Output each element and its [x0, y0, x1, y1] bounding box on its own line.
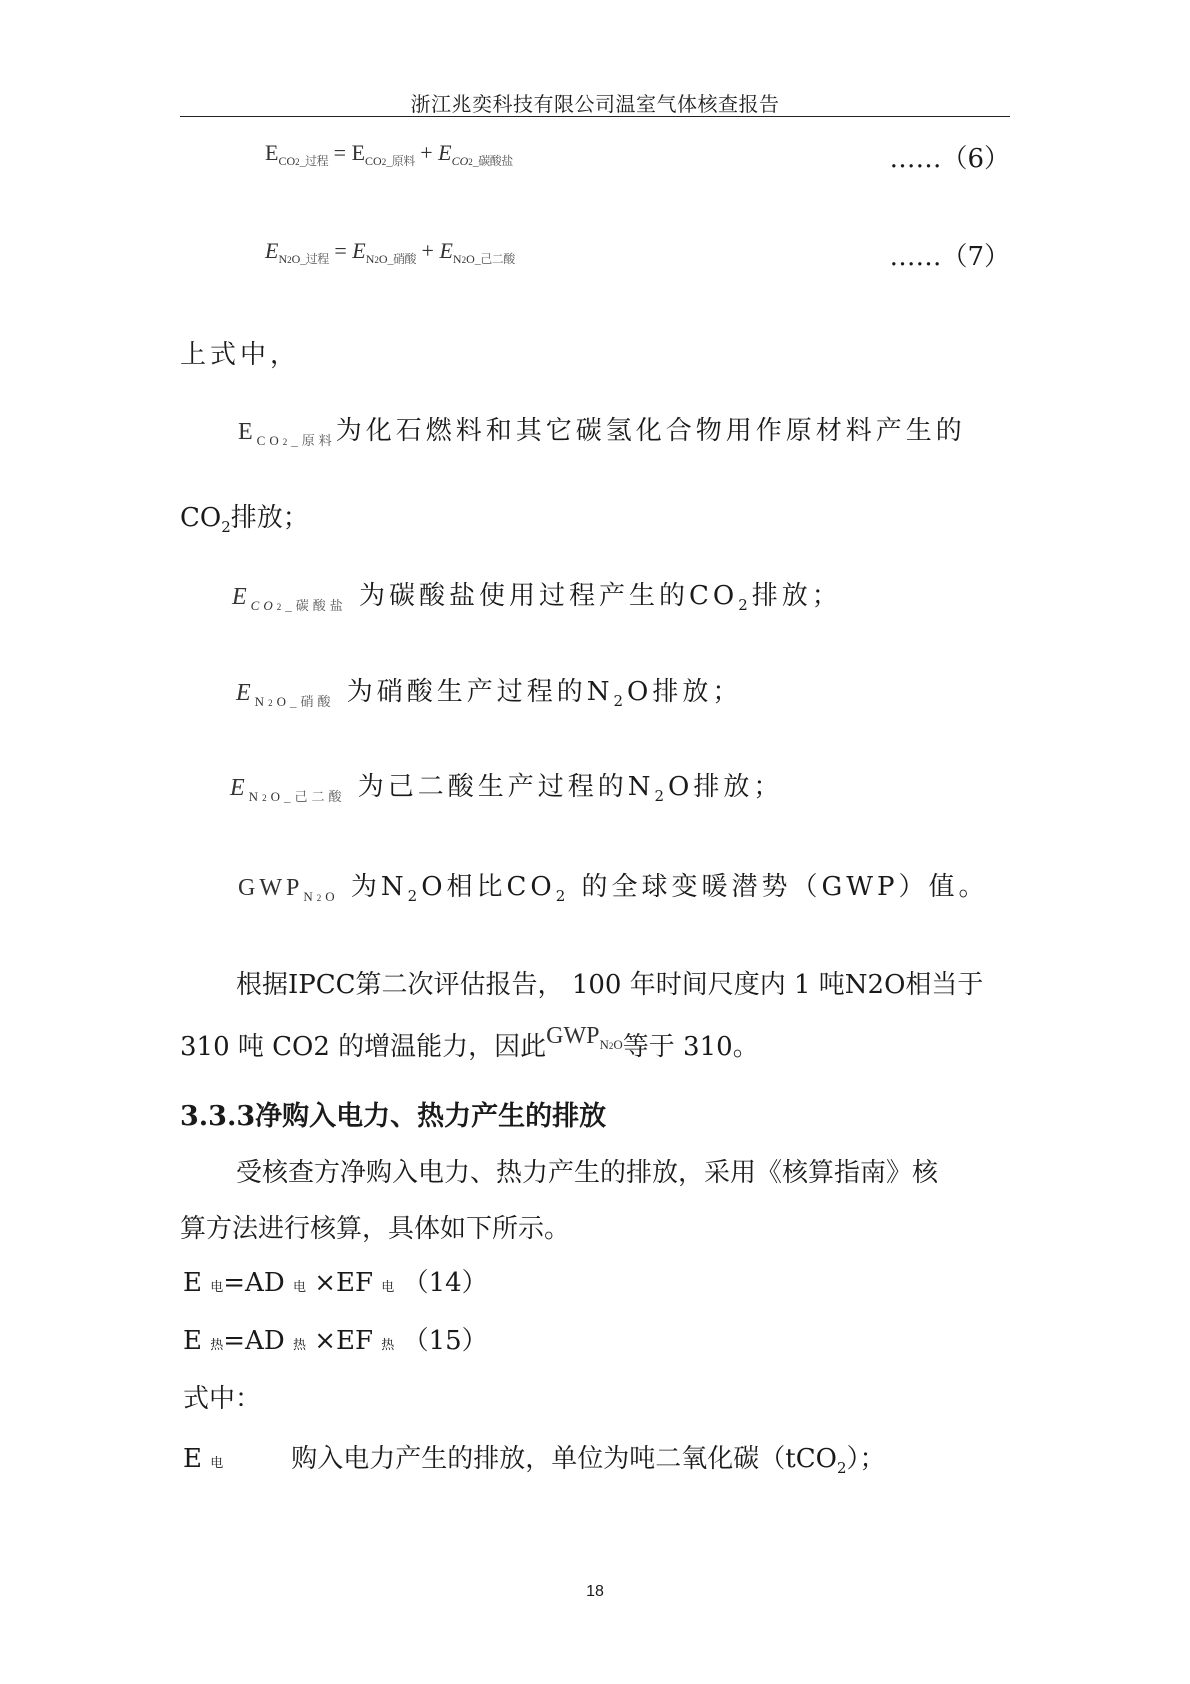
def-text-sub: 2 [613, 692, 628, 711]
formula-text: （15） [394, 1326, 488, 1356]
formula-sub: 电 [381, 1280, 395, 1295]
def-sub: CO [256, 432, 283, 448]
def-sub: 2 [262, 792, 271, 803]
section-paragraph-line-1: 受核查方净购入电力、热力产生的排放，采用《核算指南》核 [236, 1158, 939, 1188]
def-symbol: E [230, 775, 249, 801]
def-text-sub: 2 [738, 596, 752, 615]
definition-1-continuation [180, 497, 1010, 536]
def-sub-label: _硝酸 [289, 693, 335, 709]
para-text: 310 吨 CO2 的增温能力，因此 [180, 1032, 547, 1062]
def-text: O排放； [668, 772, 784, 802]
def-symbol: E [232, 584, 251, 610]
def-sub: O [325, 888, 339, 904]
def-sub: 2 [608, 1040, 614, 1051]
eq-sub: 2 [468, 157, 473, 168]
equation-7-formula [265, 238, 515, 267]
eq-sub-label: _过程 [300, 252, 329, 267]
definition-5-symbol [238, 875, 339, 904]
def-text: 为己二酸生产过程的N [345, 772, 655, 802]
eq-sub: CO [278, 154, 296, 169]
def-sub: O [613, 1036, 623, 1052]
def-text-sub: 2 [555, 887, 570, 906]
formula-14 [183, 1262, 1013, 1299]
eq-sub: N [452, 252, 462, 267]
formula-sub: 热 [292, 1338, 306, 1353]
formula-text: E [183, 1268, 211, 1298]
formula-sub: 热 [210, 1338, 224, 1353]
definition-5 [238, 866, 1010, 905]
eq-sub: 2 [381, 157, 387, 168]
equation-6-number: ……（6） [889, 144, 1010, 174]
eq-sub: O [378, 252, 388, 267]
formula-text: （14） [394, 1268, 488, 1298]
definition-2 [232, 575, 1010, 614]
page-number: 18 [586, 1583, 604, 1600]
eq-sub: CO [451, 154, 469, 169]
eq-sub: N [278, 252, 288, 267]
def-sub: N [254, 693, 269, 709]
definition-4 [230, 766, 1010, 805]
intro-text: 上式中， [180, 340, 301, 370]
def-symbol: E [183, 1444, 211, 1474]
formula-text: =AD [223, 1268, 293, 1298]
eq-sub: N [365, 252, 375, 267]
eq-symbol: E [439, 238, 453, 263]
eq-plus: + [414, 140, 439, 165]
def-sub-label: _己二酸 [283, 788, 346, 804]
eq-sub-label: _己二酸 [474, 252, 515, 267]
def-sub: 2 [268, 697, 277, 708]
def-symbol: GWP [238, 875, 304, 901]
formula-sub: 电 [292, 1280, 306, 1295]
def-sub: 电 [210, 1456, 224, 1471]
def-symbol: E [238, 419, 257, 445]
def-sub: CO [250, 597, 277, 613]
equation-7 [180, 232, 1010, 272]
eq-symbol: E [351, 140, 366, 165]
eq-symbol: E [352, 238, 366, 263]
def-text: ）； [846, 1444, 886, 1474]
def-text: 为硝酸生产过程的N [334, 677, 614, 707]
definition-4-symbol [230, 775, 346, 804]
section-paragraph-line-2: 算方法进行核算，具体如下所示。 [180, 1214, 571, 1244]
def-text-sub: 2 [221, 518, 231, 537]
def-sub: O [276, 693, 290, 709]
def-text: O排放； [627, 677, 743, 707]
eq-equals: = [328, 140, 352, 165]
def-sub-label: _原料 [291, 432, 336, 448]
def-symbol: GWP [546, 1023, 600, 1049]
definition-3 [236, 671, 1010, 710]
eq-sub-label: _过程 [299, 154, 329, 169]
definition-1-text: 为化石燃料和其它碳氢化合物用作原材料产生的 [335, 416, 966, 446]
def-text: CO [180, 503, 222, 533]
def-sub: 2 [282, 436, 292, 447]
section-heading: 3.3.3净购入电力、热力产生的排放 [180, 1101, 607, 1132]
def-sub: O [270, 788, 284, 804]
def-text-sub: 2 [407, 887, 422, 906]
eq-symbol: E [265, 140, 279, 165]
def-sub: N [599, 1036, 609, 1052]
eq-sub-label: _硝酸 [387, 252, 417, 267]
eq-symbol: E [265, 238, 279, 263]
eq-equals: = [328, 238, 353, 263]
eq-sub: 2 [374, 255, 379, 266]
def-sub: 2 [316, 892, 326, 903]
def-text: 购入电力产生的排放，单位为吨二氧化碳（tCO [291, 1444, 837, 1474]
header-divider [180, 116, 1010, 117]
def-text: 为N [338, 872, 408, 902]
formula-sub: 热 [381, 1338, 395, 1353]
formula-text: ×EF [305, 1268, 382, 1298]
def-text: 为碳酸盐使用过程产生的CO [346, 581, 739, 611]
def-text: 的全球变暖潜势（GWP）值。 [569, 872, 989, 902]
def-text: O相比CO [421, 872, 556, 902]
definition-1-symbol [238, 419, 336, 448]
formula-text: E [183, 1326, 211, 1356]
definition-3-symbol [236, 680, 335, 709]
def-sub: N [303, 888, 317, 904]
equation-6 [180, 136, 1010, 176]
definition-1 [238, 410, 1010, 449]
para-text: 等于 310。 [622, 1032, 759, 1062]
eq-sub: 2 [295, 157, 300, 168]
def-sub: N [248, 788, 263, 804]
page-header: 浙江兆奕科技有限公司温室气体核查报告 [410, 92, 780, 116]
def-symbol: E [236, 680, 255, 706]
def-sub-label: _碳酸盐 [285, 597, 347, 613]
def-text: 排放； [230, 503, 309, 533]
eq-sub: 2 [287, 255, 292, 266]
eq-sub: 2 [461, 255, 467, 266]
eq-sub-label: _原料 [386, 154, 415, 169]
def-text-sub: 2 [836, 1459, 847, 1478]
formula-text: ×EF [305, 1326, 382, 1356]
eq-sub: O [291, 252, 301, 267]
ipcc-paragraph-line-1: 根据IPCC第二次评估报告， 100 年时间尺度内 1 吨N2O相当于 [236, 970, 984, 1000]
equation-7-number: ……（7） [889, 242, 1010, 272]
formula-15 [183, 1320, 1013, 1357]
eq-plus: + [416, 238, 440, 263]
definition-2-symbol [232, 584, 347, 613]
ipcc-paragraph-line-2 [180, 1023, 1010, 1065]
formula-text: =AD [223, 1326, 293, 1356]
formula-sub: 电 [210, 1280, 224, 1295]
equation-6-formula [265, 140, 513, 169]
where-label: 式中： [183, 1384, 262, 1414]
eq-sub: O [466, 252, 475, 267]
eq-sub: CO [365, 154, 382, 169]
eq-symbol: E [438, 140, 452, 165]
definition-e-electricity [183, 1438, 1013, 1477]
def-sub: 2 [276, 601, 286, 612]
def-text-sub: 2 [654, 787, 669, 806]
gwp-symbol [546, 1023, 623, 1052]
eq-sub-label: _碳酸盐 [472, 154, 513, 169]
def-text: 排放； [751, 581, 842, 611]
